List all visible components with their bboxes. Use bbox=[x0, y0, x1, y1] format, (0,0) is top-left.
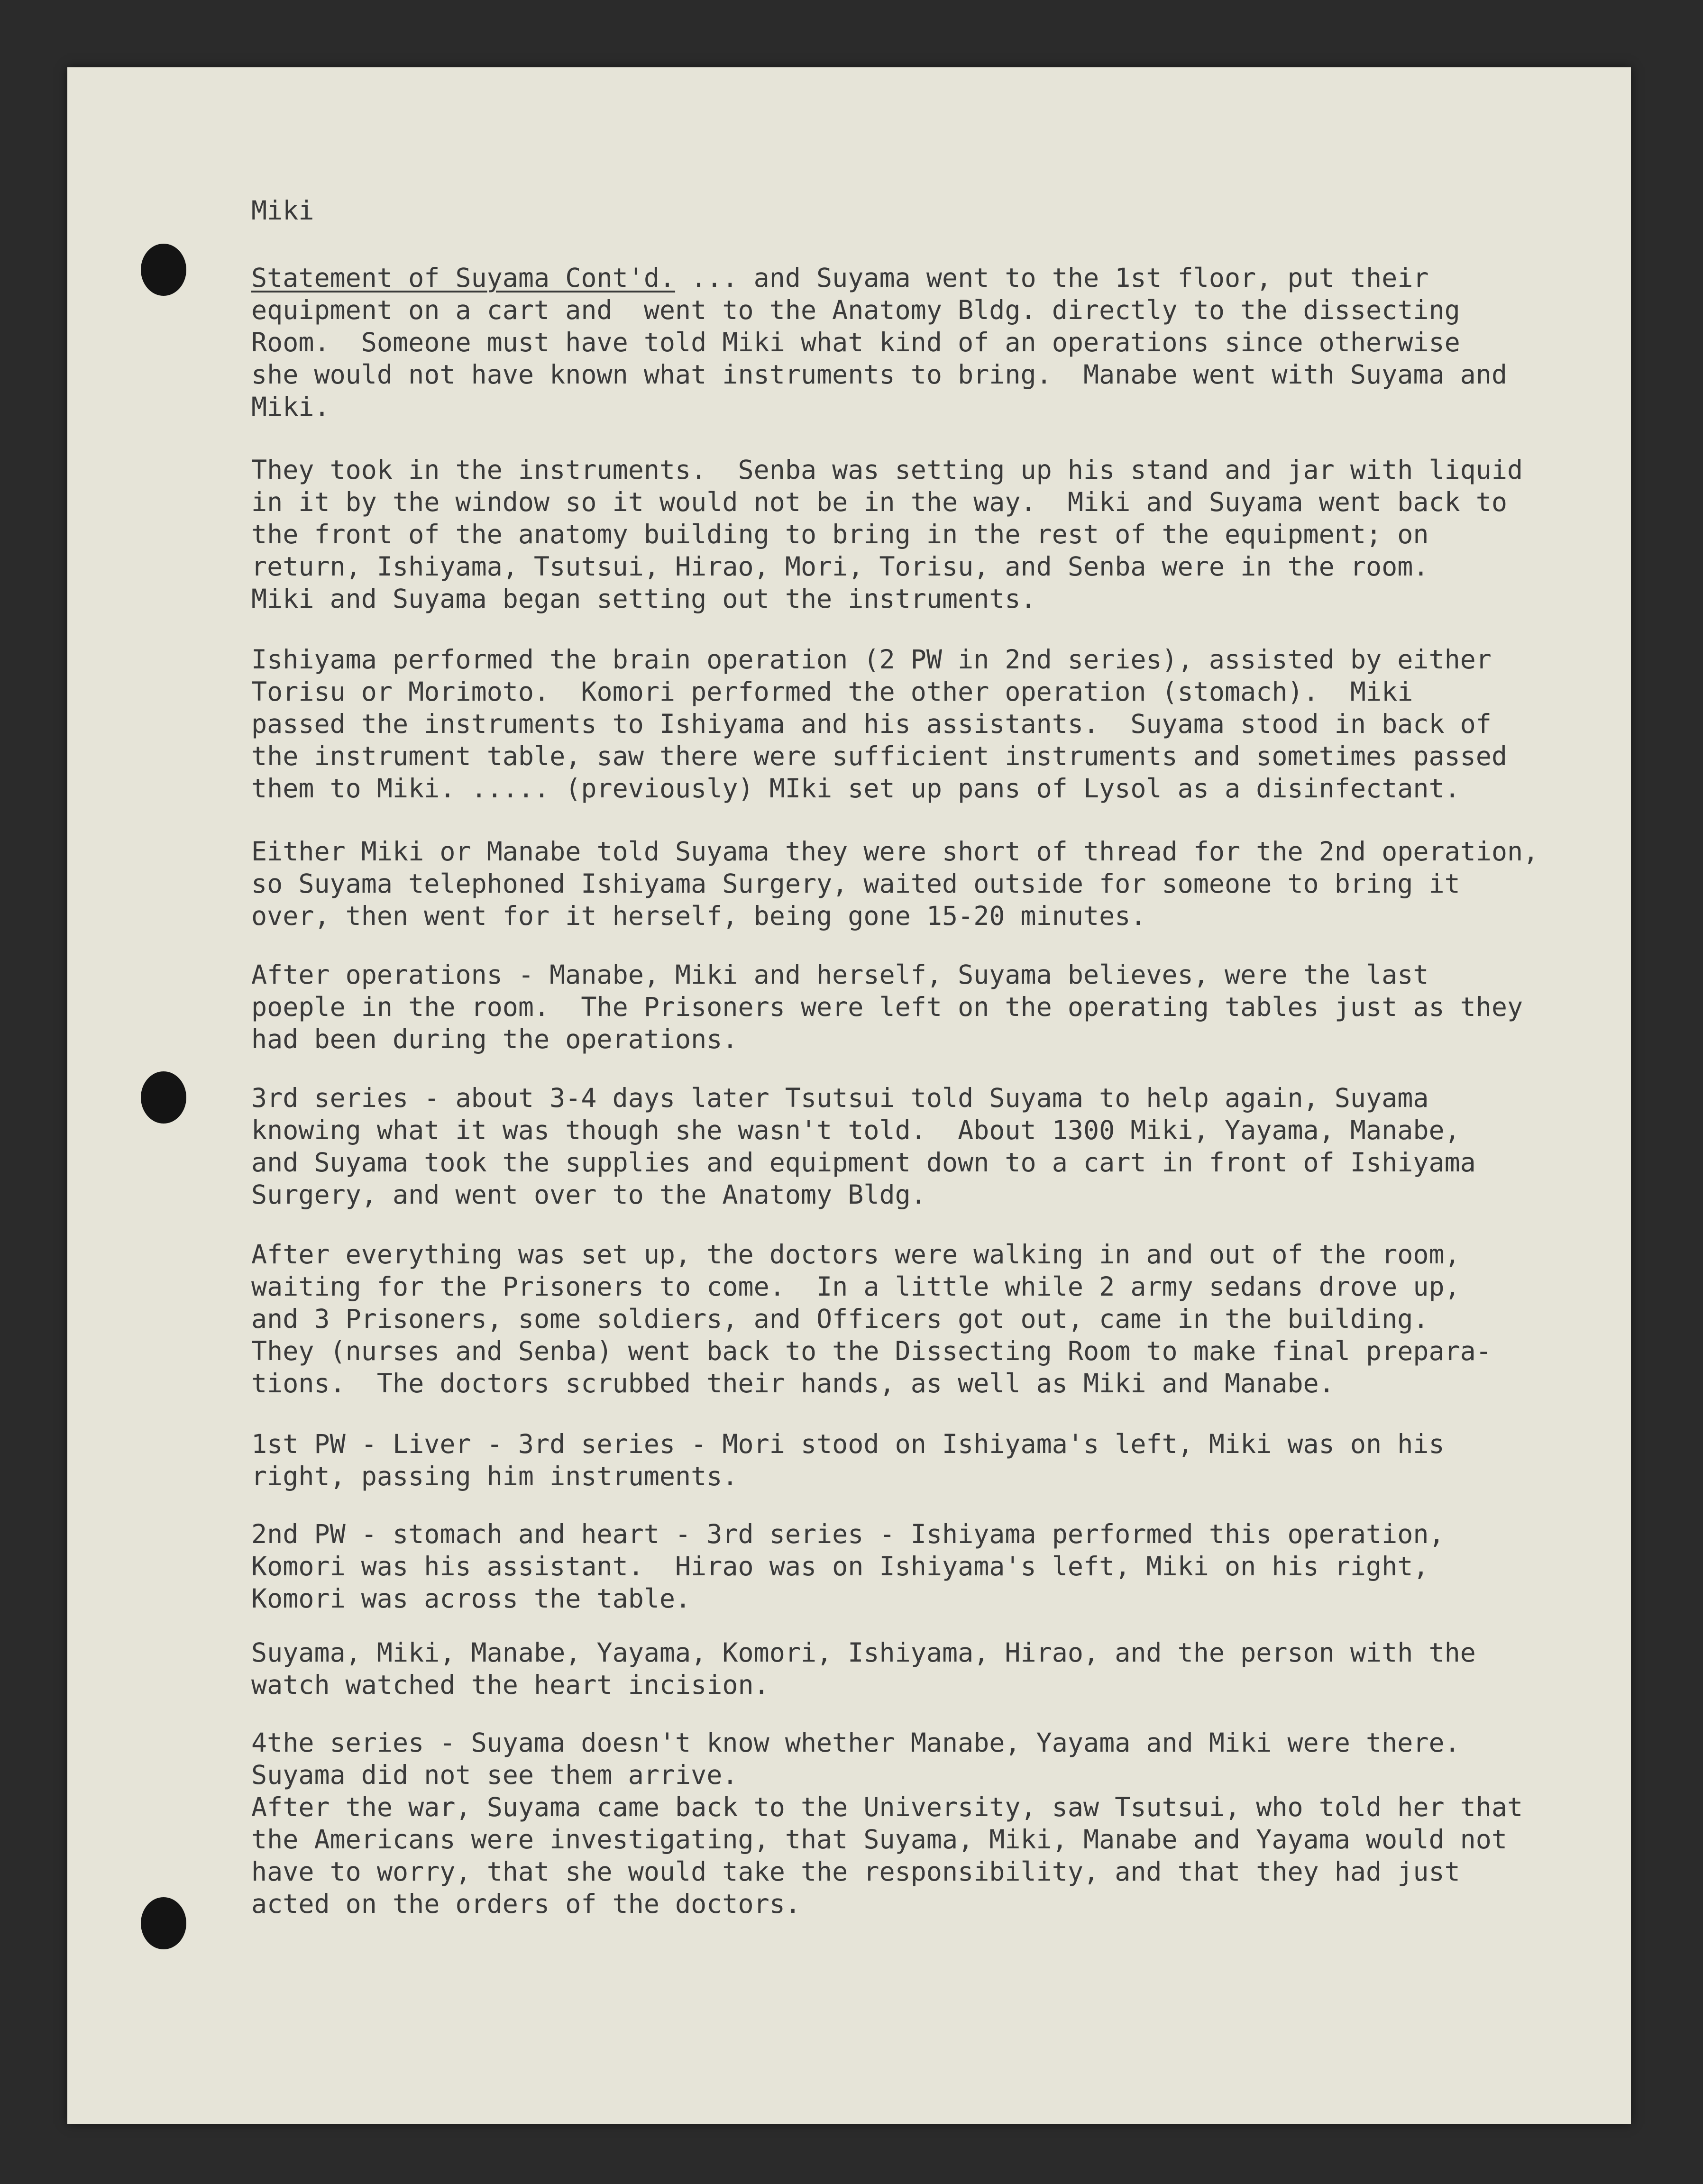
paragraph-1: Statement of Suyama Cont'd. ... and Suyama went to the 1st floor, put their equipment on a cart and went to the Anatomy Bldg. directly to the dissecting Room. Someone must have told Miki what kind of an operations since otherwise she would not have known what instruments to bring. Manabe went with Suyama and Miki. bbox=[251, 263, 1508, 422]
punch-hole bbox=[141, 1071, 186, 1124]
statement-title: Statement of Suyama Cont'd. bbox=[251, 263, 676, 293]
paragraph-4: Either Miki or Manabe told Suyama they were short of thread for the 2nd operation, so Suyama telephoned Ishiyama Surgery, waited outside for someone to bring it over, then went for it herself, being gone 15-20 minutes. bbox=[251, 836, 1539, 931]
paragraph-8: 1st PW - Liver - 3rd series - Mori stood on Ishiyama's left, Miki was on his right, passing him instruments. bbox=[251, 1429, 1445, 1491]
document-header: Miki bbox=[251, 195, 314, 226]
document-page bbox=[67, 67, 1631, 2124]
paragraph-9: 2nd PW - stomach and heart - 3rd series - Ishiyama performed this operation, Komori was his assistant. Hirao was on Ishiyama's left, Miki on his right, Komori was across the table. bbox=[251, 1519, 1445, 1614]
paragraph-11: 4the series - Suyama doesn't know whether Manabe, Yayama and Miki were there. Suyama did not see them arrive. After the war, Suyama came back to the University, saw Tsutsui, who told her that the Americans were investigating, that Suyama, Miki, Manabe and Yayama would not have to worry, that she would take the responsibility, and that they had just acted on the orders of the doctors. bbox=[251, 1727, 1523, 1919]
paragraph-5: After operations - Manabe, Miki and herself, Suyama believes, were the last poeple in the room. The Prisoners were left on the operating tables just as they had been during the operations. bbox=[251, 959, 1523, 1054]
paragraph-7: After everything was set up, the doctors were walking in and out of the room, waiting for the Prisoners to come. In a little while 2 army sedans drove up, and 3 Prisoners, some soldiers, and Officers got out, came in the building. They (nurses and Senba) went back to the Dissecting Room to make final prepara- tions. The doctors scrubbed their hands, as well as Miki and Manabe. bbox=[251, 1239, 1492, 1398]
punch-hole bbox=[141, 1897, 186, 1949]
paragraph-10: Suyama, Miki, Manabe, Yayama, Komori, Ishiyama, Hirao, and the person with the watch watched the heart incision. bbox=[251, 1637, 1476, 1700]
punch-hole bbox=[141, 244, 186, 296]
paragraph-3: Ishiyama performed the brain operation (2 PW in 2nd series), assisted by either Torisu or Morimoto. Komori performed the other operation (stomach). Miki passed the instruments to Ishiyama and his assistants. Suyama stood in back of the instrument table, saw there were sufficient instruments and sometimes passed them to Miki. ..... (previously) MIki set up pans of Lysol as a disinfectant. bbox=[251, 644, 1508, 804]
paragraph-2: They took in the instruments. Senba was setting up his stand and jar with liquid in it by the window so it would not be in the way. Miki and Suyama went back to the front of the anatomy building to bring in the rest of the equipment; on return, Ishiyama, Tsutsui, Hirao, Mori, Torisu, and Senba were in the room. Miki and Suyama began setting out the instruments. bbox=[251, 455, 1523, 614]
paragraph-6: 3rd series - about 3-4 days later Tsutsui told Suyama to help again, Suyama knowing what it was though she wasn't told. About 1300 Miki, Yayama, Manabe, and Suyama took the supplies and equipment down to a cart in front of Ishiyama Surgery, and went over to the Anatomy Bldg. bbox=[251, 1083, 1476, 1210]
